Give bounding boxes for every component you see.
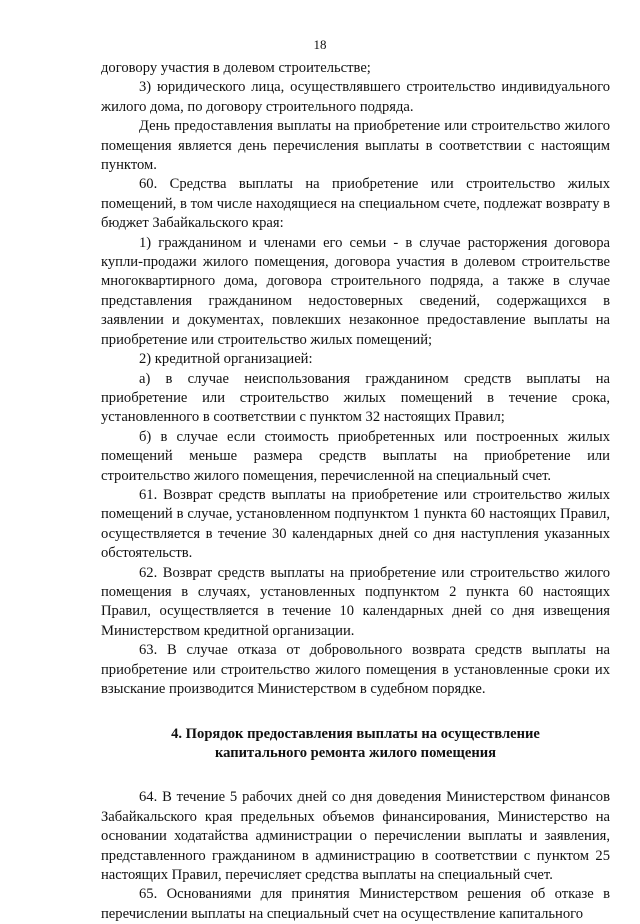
paragraph: а) в случае неиспользования гражданином средств выплаты на приобретение или строительство жилых помещений в течение срока, установленного в соответствии с пунктом 32 настоящих Правил; (101, 370, 610, 426)
paragraph: 64. В течение 5 рабочих дней со дня доведения Министерством финансов Забайкальского края предельных объемов финансирования, Министерство на основании ходатайства администрации о перечислении выплаты и заявления, представленного гражданином в администрацию в соответствии с пунктом 25 настоящих Правил, перечисляет средства выплаты на специальный счет. (101, 789, 610, 884)
section-heading (101, 725, 610, 763)
section-heading-line: капитального ремонта жилого помещения (214, 745, 497, 762)
text-block-after (101, 788, 610, 924)
paragraph: День предоставления выплаты на приобретение или строительство жилого помещения является день перечисления выплаты в соответствии с настоящим пунктом. (101, 118, 610, 174)
paragraph: 60. Средства выплаты на приобретение или строительство жилых помещений, в том числе находящиеся на специальном счете, подлежат возврату в бюджет Забайкальского края: (101, 176, 610, 232)
document-body (101, 59, 610, 924)
paragraph: б) в случае если стоимость приобретенных или построенных жилых помещений меньше размера средств выплаты на приобретение или строительство жилого помещения, перечисленной на специальный счет. (101, 428, 610, 484)
paragraph: 2) кредитной организацией: (139, 351, 313, 368)
paragraph: договору участия в долевом строительстве; (101, 60, 371, 76)
paragraph: 1) гражданином и членами его семьи - в случае расторжения договора купли-продажи жилого помещения, договора участия в долевом строительстве многоквартирного дома, договора строительного подряда, а также в случае представления гражданином недостоверных сведений, содержащихся в заявлении и документах, повлекших незаконное предоставление выплаты на приобретение или строительство жилых помещений; (101, 234, 610, 348)
section-heading-line: 4. Порядок предоставления выплаты на осуществление (171, 726, 540, 743)
paragraph: 3) юридического лица, осуществлявшего строительство индивидуального жилого дома, по договору строительного подряда. (101, 79, 610, 115)
paragraph: 63. В случае отказа от добровольного возврата средств выплаты на приобретение или строительство жилого помещения в установленные сроки их взыскание производится Министерством в судебном порядке. (101, 642, 610, 697)
paragraph: 62. Возврат средств выплаты на приобретение или строительство жилого помещения в случаях, установленных подпунктом 2 пункта 60 настоящих Правил, осуществляется в течение 10 календарных дней со дня извещения Министерством кредитной организации. (101, 564, 610, 639)
page-number: 18 (313, 37, 327, 52)
text-block-before (101, 59, 610, 699)
paragraph: 61. Возврат средств выплаты на приобретение или строительство жилых помещений в случае, установленном подпунктом 1 пункта 60 настоящих Правил, осуществляется в течение 30 календарных дней со дня наступления указанных обстоятельств. (101, 486, 610, 562)
paragraph: 65. Основаниями для принятия Министерством решения об отказе в перечислении выплаты на специальный счет на осуществление капитального (101, 886, 610, 922)
